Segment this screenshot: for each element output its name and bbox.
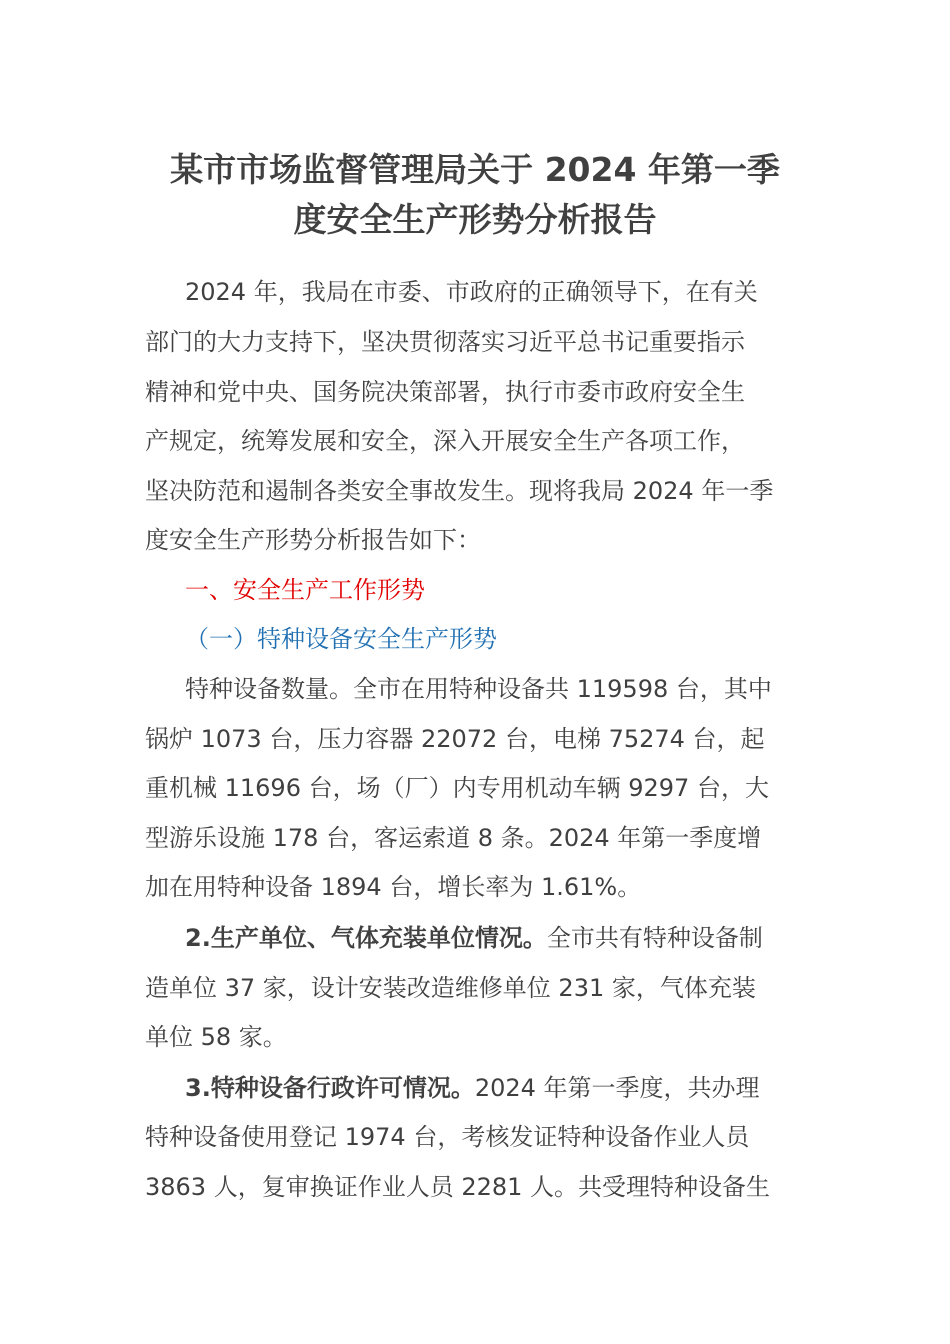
paragraph-text: 全市共有特种设备制 <box>546 924 763 952</box>
paragraph-line: 特种设备数量。全市在用特种设备共 119598 台，其中 <box>185 675 772 703</box>
paragraph-line: 重机械 11696 台，场（厂）内专用机动车辆 9297 台，大 <box>145 774 769 802</box>
intro-line: 2024 年，我局在市委、市政府的正确领导下，在有关 <box>185 278 758 306</box>
paragraph-line <box>185 922 855 954</box>
paragraph-line: 3863 人，复审换证作业人员 2281 人。共受理特种设备生 <box>145 1173 771 1201</box>
paragraph-text: 2024 年第一季度，共办理 <box>474 1074 760 1102</box>
paragraph-line: 型游乐设施 178 台，客运索道 8 条。2024 年第一季度增 <box>145 824 762 852</box>
intro-line: 精神和党中央、国务院决策部署，执行市委市政府安全生 <box>145 378 745 406</box>
intro-line: 部门的大力支持下，坚决贯彻落实习近平总书记重要指示 <box>145 328 745 356</box>
intro-line: 度安全生产形势分析报告如下： <box>145 526 481 554</box>
paragraph-line <box>185 1072 855 1104</box>
paragraph-line: 锅炉 1073 台，压力容器 22072 台，电梯 75274 台，起 <box>145 725 765 753</box>
paragraph-line: 加在用特种设备 1894 台，增长率为 1.61%。 <box>145 873 642 901</box>
intro-line: 产规定，统筹发展和安全，深入开展安全生产各项工作， <box>145 427 745 455</box>
title-line-2: 度安全生产形势分析报告 <box>293 200 657 239</box>
section-heading-1: 一、安全生产工作形势 <box>185 576 425 604</box>
paragraph-line: 单位 58 家。 <box>145 1023 287 1051</box>
paragraph-line: 特种设备使用登记 1974 台，考核发证特种设备作业人员 <box>145 1123 750 1151</box>
title-line-1: 某市市场监督管理局关于 2024 年第一季 <box>170 150 780 189</box>
paragraph-line: 造单位 37 家，设计安装改造维修单位 231 家，气体充装 <box>145 974 756 1002</box>
paragraph-lead: 2.生产单位、气体充装单位情况。 <box>185 924 547 952</box>
paragraph-lead: 3.特种设备行政许可情况。 <box>185 1074 475 1102</box>
section-heading-2: （一）特种设备安全生产形势 <box>185 625 497 653</box>
intro-line: 坚决防范和遏制各类安全事故发生。现将我局 2024 年一季 <box>145 477 774 505</box>
